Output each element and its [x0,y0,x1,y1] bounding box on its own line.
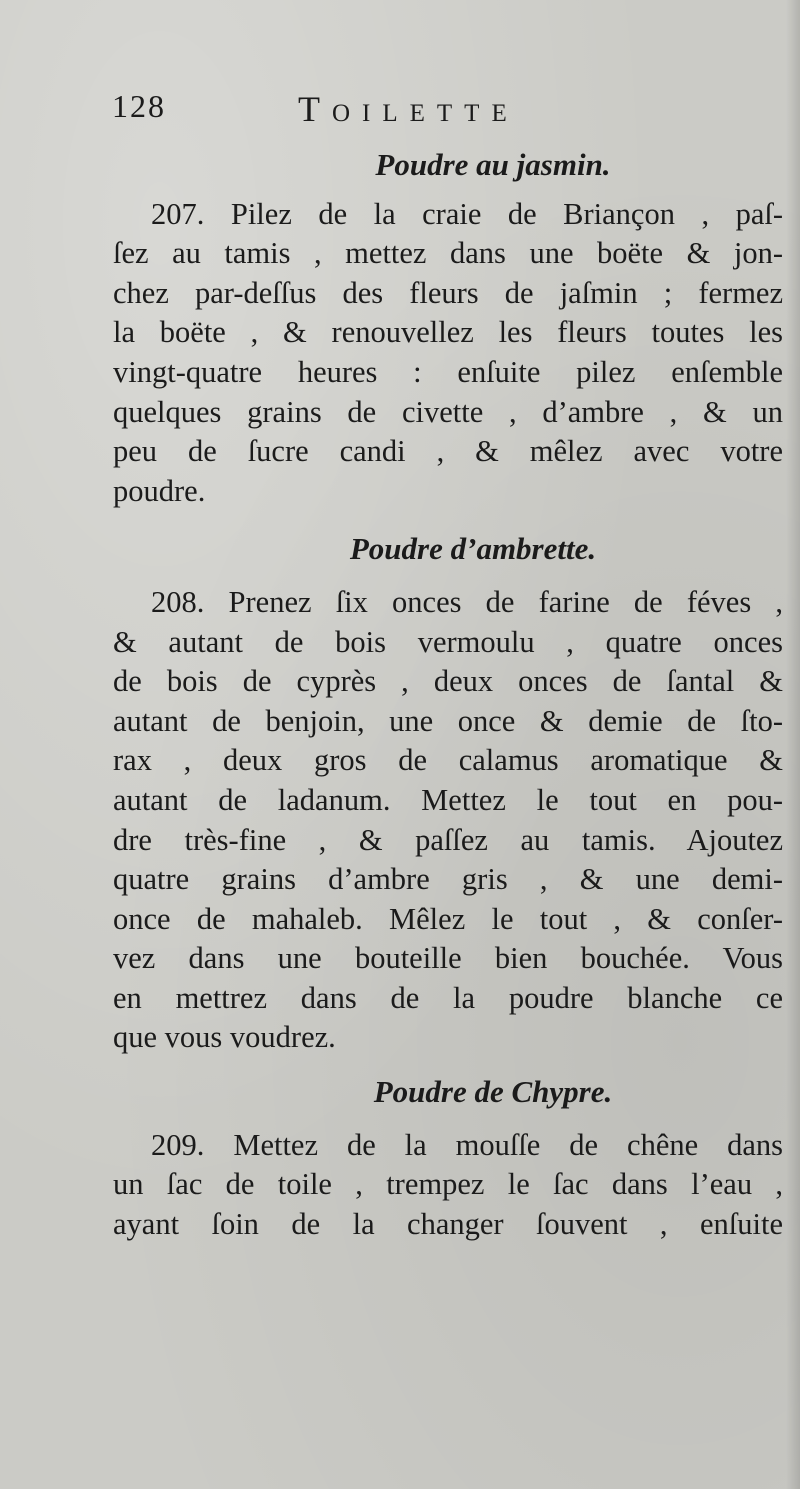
paragraph-208 [113,583,783,1058]
text-line: autant de benjoin, une once & demie de ſto- [113,703,783,738]
running-head [112,88,672,138]
text-line: autant de ladanum. Mettez le tout en pou- [113,782,783,817]
running-title: Toilette [298,89,519,129]
page-edge-shadow [786,0,800,1489]
text-line: de bois de cyprès , deux onces de ſantal & [113,664,783,699]
text-line: que vous voudrez. [113,1020,336,1055]
text-line: poudre. [113,473,206,508]
section-heading-ambrette: Poudre d’ambrette. [349,531,597,567]
paragraph-207 [113,195,783,512]
text-line: vingt-quatre heures : enſuite pilez enſemble [113,354,783,389]
text-block [113,145,783,1244]
text-line: vez dans une bouteille bien bouchée. Vous [113,941,783,976]
text-line: 209. Mettez de la mouſſe de chêne dans [151,1127,783,1162]
section-heading-jasmin: Poudre au jasmin. [375,147,611,182]
text-line: 207. Pilez de la craie de Briançon , paſ- [151,196,783,231]
text-line: rax , deux gros de calamus aromatique & [113,743,783,778]
text-line: once de mahaleb. Mêlez le tout , & conſer- [113,901,783,936]
text-line: un ſac de toile , trempez le ſac dans l’eau , [113,1167,783,1202]
text-line: ſez au tamis , mettez dans une boëte & jon- [113,236,783,271]
text-line: peu de ſucre candi , & mêlez avec votre [113,434,783,469]
page-number: 128 [112,88,166,124]
text-line: quelques grains de civette , d’ambre , & un [113,394,783,429]
text-line: chez par-deſſus des fleurs de jaſmin ; fermez [113,275,783,310]
text-line: en mettrez dans de la poudre blanche ce [113,980,783,1015]
paragraph-209 [113,1126,783,1245]
section-heading-chypre: Poudre de Chypre. [373,1074,613,1110]
text-line: la boëte , & renouvellez les fleurs toutes les [113,315,783,350]
text-line: dre très-fine , & paſſez au tamis. Ajoutez [113,822,783,857]
text-line: & autant de bois vermoulu , quatre onces [113,624,783,659]
text-line: ayant ſoin de la changer ſouvent , enſuite [113,1206,783,1241]
text-line: 208. Prenez ſix onces de farine de féves , [151,584,783,619]
text-line: quatre grains d’ambre gris , & une demi- [113,862,783,897]
